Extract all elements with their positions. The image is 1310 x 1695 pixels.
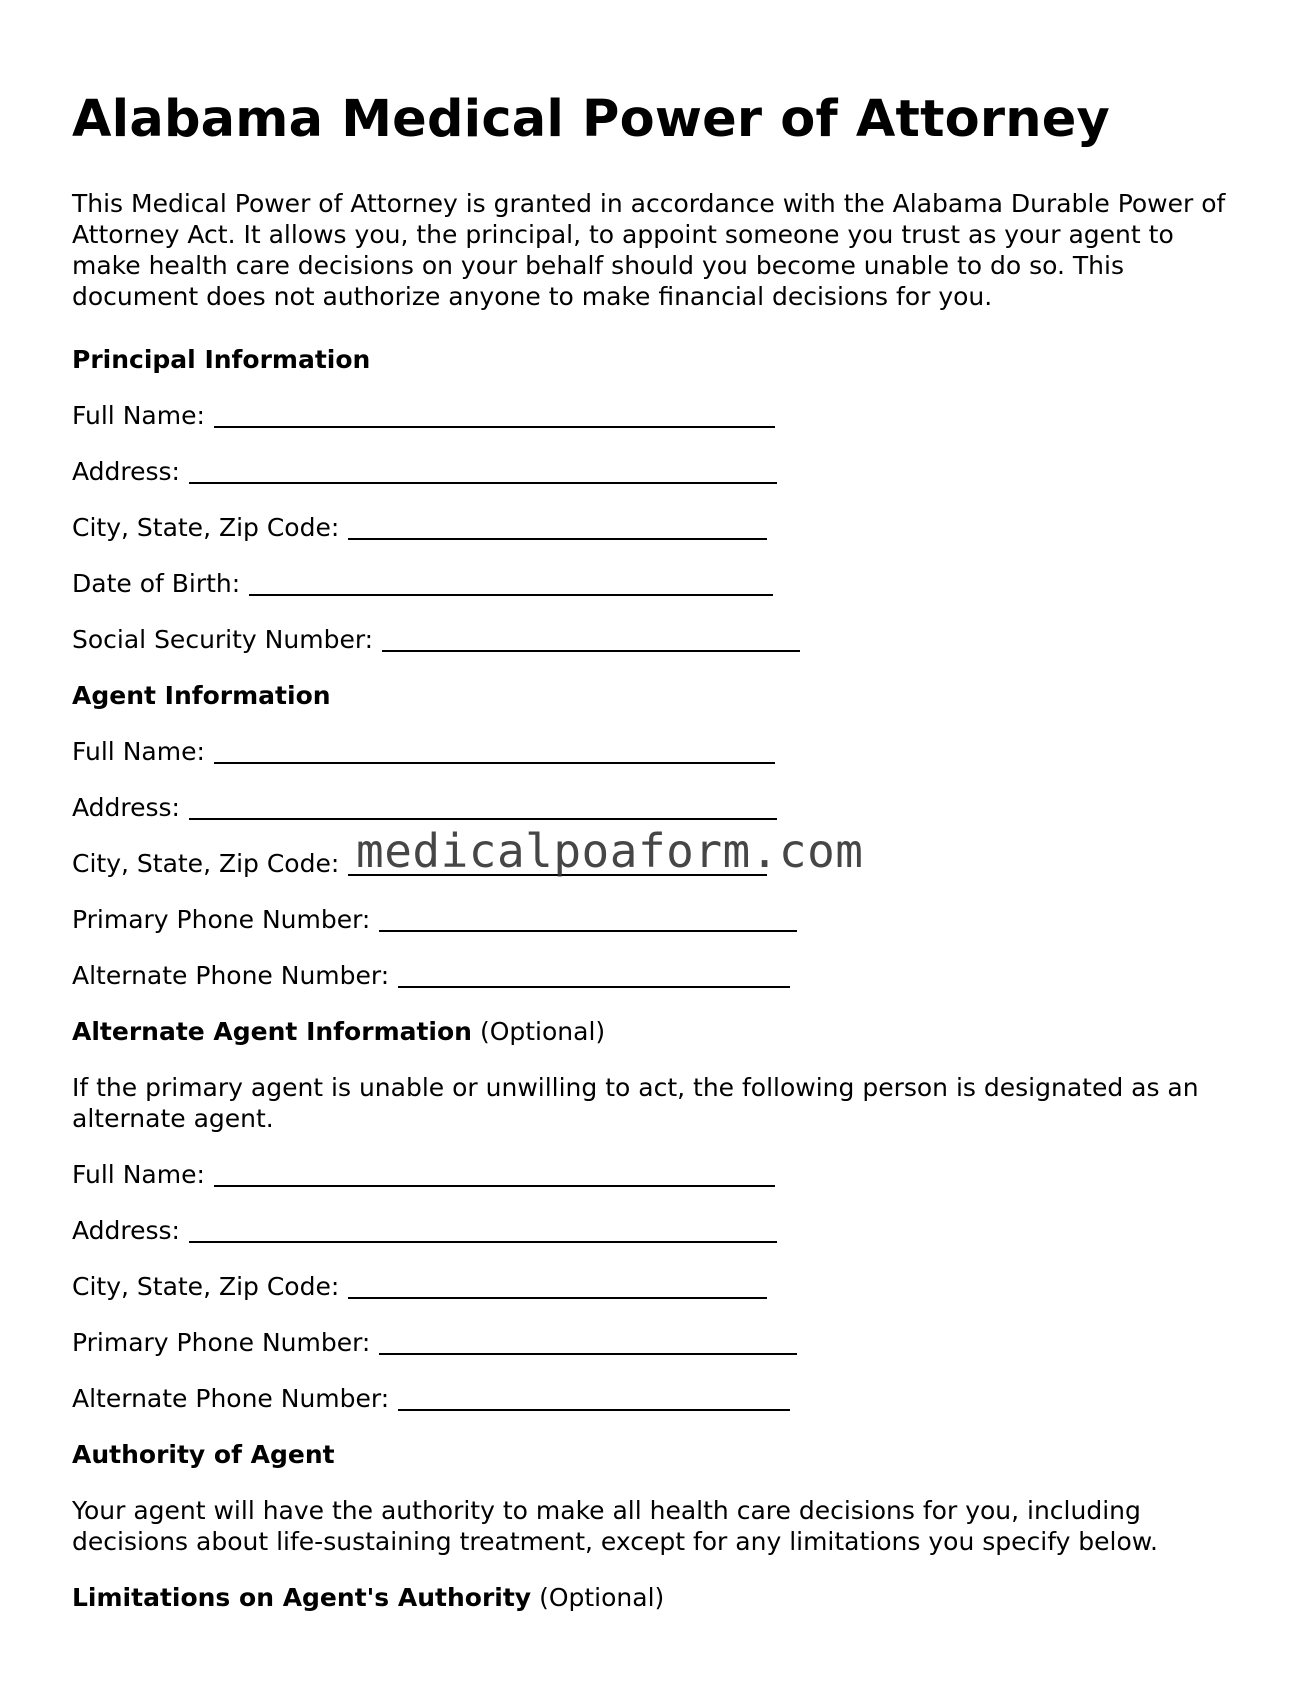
agent-primary-phone-label: Primary Phone Number:	[72, 905, 371, 934]
alternate-full-name-label: Full Name:	[72, 1160, 205, 1189]
alternate-primary-phone-field	[72, 1327, 1242, 1358]
alternate-agent-optional: (Optional)	[479, 1017, 606, 1046]
alternate-address-label: Address:	[72, 1216, 180, 1245]
agent-city-state-zip-label: City, State, Zip Code:	[72, 849, 340, 878]
alternate-agent-description: If the primary agent is unable or unwilling to act, the following person is designated as an alternate agent.	[72, 1073, 1199, 1133]
agent-alternate-phone-label: Alternate Phone Number:	[72, 961, 390, 990]
agent-full-name-field	[72, 736, 1242, 767]
principal-heading: Principal Information	[72, 345, 371, 374]
principal-city-state-zip-field	[72, 512, 1242, 543]
agent-primary-phone-field	[72, 904, 1242, 935]
alternate-address-line[interactable]	[189, 1217, 777, 1243]
agent-address-field	[72, 792, 1242, 823]
authority-heading: Authority of Agent	[72, 1440, 335, 1469]
alternate-address-field	[72, 1215, 1242, 1246]
principal-full-name-label: Full Name:	[72, 401, 205, 430]
alternate-primary-phone-label: Primary Phone Number:	[72, 1328, 371, 1357]
principal-address-field	[72, 456, 1242, 487]
alternate-city-state-zip-field	[72, 1271, 1242, 1302]
alternate-city-state-zip-line[interactable]	[348, 1273, 767, 1299]
agent-full-name-line[interactable]	[214, 738, 775, 764]
alternate-alternate-phone-line[interactable]	[398, 1385, 790, 1411]
principal-address-label: Address:	[72, 457, 180, 486]
alternate-full-name-line[interactable]	[214, 1161, 775, 1187]
alternate-alternate-phone-field	[72, 1383, 1242, 1414]
alternate-agent-heading: Alternate Agent Information (Optional)	[72, 1017, 606, 1046]
agent-primary-phone-line[interactable]	[379, 906, 797, 932]
principal-city-state-zip-label: City, State, Zip Code:	[72, 513, 340, 542]
principal-ssn-field	[72, 624, 1242, 655]
agent-address-label: Address:	[72, 793, 180, 822]
principal-ssn-line[interactable]	[382, 626, 800, 652]
limitations-heading: Limitations on Agent's Authority (Optional)	[72, 1583, 665, 1612]
principal-ssn-label: Social Security Number:	[72, 625, 374, 654]
document-title: Alabama Medical Power of Attorney	[72, 90, 1110, 149]
agent-full-name-label: Full Name:	[72, 737, 205, 766]
alternate-city-state-zip-label: City, State, Zip Code:	[72, 1272, 340, 1301]
agent-heading: Agent Information	[72, 681, 331, 710]
principal-full-name-line[interactable]	[214, 402, 775, 428]
principal-address-line[interactable]	[189, 458, 777, 484]
authority-text: Your agent will have the authority to make all health care decisions for you, including decisions about life-sustaining treatment, except for any limitations you specify below.	[72, 1496, 1158, 1556]
alternate-full-name-field	[72, 1159, 1242, 1190]
limitations-optional: (Optional)	[539, 1583, 665, 1612]
principal-city-state-zip-line[interactable]	[348, 514, 767, 540]
agent-address-line[interactable]	[189, 794, 777, 820]
principal-dob-field	[72, 568, 1242, 599]
principal-full-name-field	[72, 400, 1242, 431]
agent-alternate-phone-line[interactable]	[398, 962, 790, 988]
principal-dob-label: Date of Birth:	[72, 569, 241, 598]
alternate-primary-phone-line[interactable]	[379, 1329, 797, 1355]
intro-paragraph: This Medical Power of Attorney is granted in accordance with the Alabama Durable Power of Attorney Act. It allows you, the principal, to appoint someone you trust as your agent to make health care decisions on your behalf should you become unable to do so. This document does not authorize anyone to make financial decisions for you.	[72, 189, 1226, 311]
principal-dob-line[interactable]	[249, 570, 773, 596]
agent-alternate-phone-field	[72, 960, 1242, 991]
alternate-alternate-phone-label: Alternate Phone Number:	[72, 1384, 390, 1413]
watermark-text: medicalpoaform.com	[356, 824, 864, 878]
